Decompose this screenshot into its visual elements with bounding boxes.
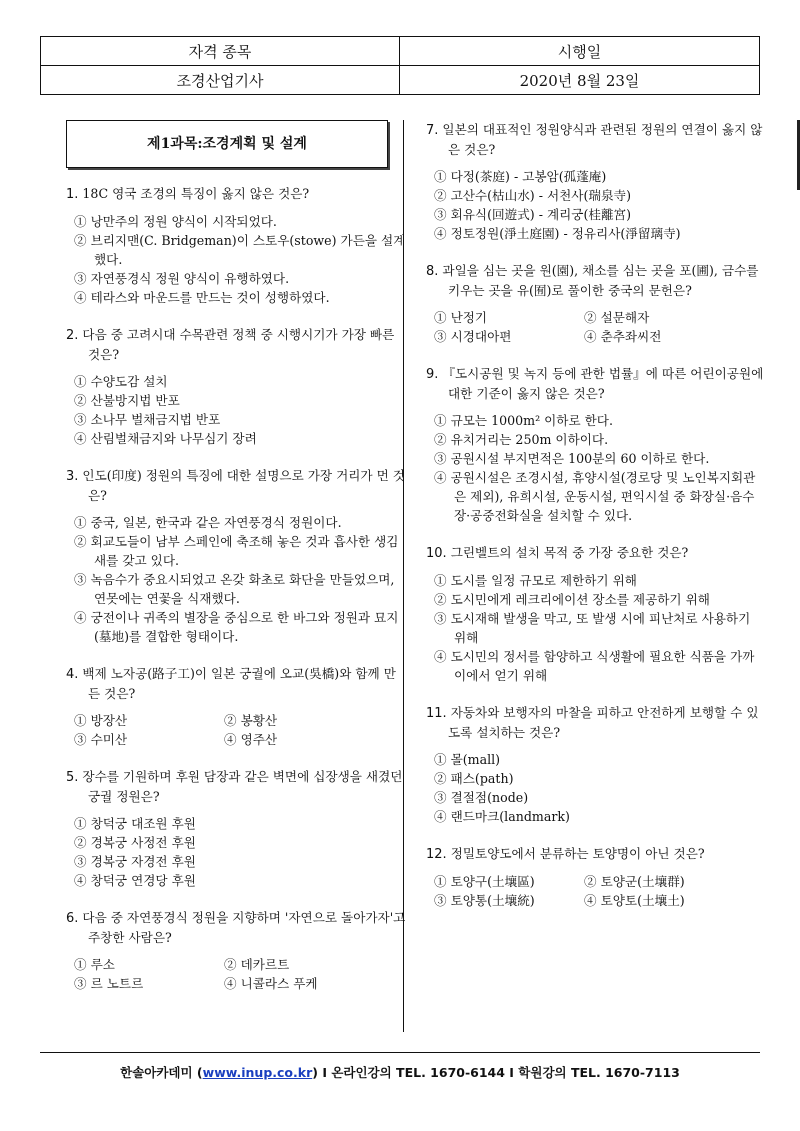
answer-option: ① 낭만주의 정원 양식이 시작되었다. <box>74 214 277 229</box>
answer-option: ① 중국, 일본, 한국과 같은 자연풍경식 정원이다. <box>74 515 342 530</box>
question-11 <box>426 703 766 826</box>
question-number: 12. <box>426 847 447 862</box>
header-value-date: 2020년 8월 23일 <box>400 66 760 95</box>
question-stem: 정밀토양도에서 분류하는 토양명이 아닌 것은? <box>450 846 705 861</box>
question-2 <box>66 325 406 448</box>
options-list <box>66 814 406 890</box>
question-8 <box>426 261 766 346</box>
answer-option: ③ 경복궁 자경전 후원 <box>74 854 196 869</box>
question-text <box>426 261 766 300</box>
question-12 <box>426 844 766 910</box>
question-text <box>66 184 406 204</box>
answer-option: ① 토양구(土壤區) <box>434 874 535 889</box>
footer-website-link[interactable]: www.inup.co.kr <box>202 1065 313 1080</box>
answer-option: ④ 니콜라스 푸케 <box>224 976 318 991</box>
question-stem: 일본의 대표적인 정원양식과 관련된 정원의 연결이 옳지 않은 것은? <box>442 122 763 157</box>
question-number: 7. <box>426 123 439 138</box>
answer-option: ④ 궁전이나 귀족의 별장을 중심으로 한 바그와 정원과 묘지(墓地)를 결합한 형태이다. <box>74 610 399 644</box>
answer-option: ④ 공원시설은 조경시설, 휴양시설(경로당 및 노인복지회관은 제외), 유희시설, 운동시설, 편익시설 중 화장실·음수장·공중전화실을 설치할 수 있다. <box>434 470 756 523</box>
answer-option: ② 패스(path) <box>434 771 514 786</box>
question-7 <box>426 120 766 243</box>
answer-option: ④ 정토정원(淨土庭園) - 정유리사(淨留璃寺) <box>434 226 681 241</box>
answer-option: ① 수양도감 설치 <box>74 374 168 389</box>
question-number: 5. <box>66 770 79 785</box>
question-stem: 『도시공원 및 녹지 등에 관한 법률』에 따른 어린이공원에 대한 기준이 옳지 않은 것은? <box>442 366 764 401</box>
answer-option: ① 규모는 1000m² 이하로 한다. <box>434 413 613 428</box>
answer-option: ④ 랜드마크(landmark) <box>434 809 570 824</box>
question-stem: 다음 중 고려시대 수목관련 정책 중 시행시기가 가장 빠른 것은? <box>82 327 395 362</box>
question-number: 3. <box>66 469 79 484</box>
question-text <box>426 844 766 864</box>
answer-option: ④ 창덕궁 연경당 후원 <box>74 873 196 888</box>
question-text <box>426 703 766 742</box>
question-stem: 인도(印度) 정원의 특징에 대한 설명으로 가장 거리가 먼 것은? <box>82 468 405 503</box>
answer-option: ② 도시민에게 레크리에이션 장소를 제공하기 위해 <box>434 592 710 607</box>
options-list <box>66 212 406 307</box>
options-list <box>426 167 766 243</box>
answer-option: ① 몰(mall) <box>434 752 501 767</box>
question-text <box>66 767 406 806</box>
answer-option: ① 다정(茶庭) - 고봉암(孤蓬庵) <box>434 169 607 184</box>
answer-option: ② 유치거리는 250m 이하이다. <box>434 432 609 447</box>
question-text <box>66 466 406 505</box>
answer-option: ① 방장산 <box>74 713 128 728</box>
answer-option: ③ 토양통(土壤統) <box>434 893 535 908</box>
answer-option: ③ 도시재해 발생을 막고, 또 발생 시에 피난처로 사용하기 위해 <box>434 611 751 645</box>
question-text <box>426 543 766 563</box>
answer-option: ② 토양군(土壤群) <box>584 874 685 889</box>
question-3 <box>66 466 406 646</box>
question-1 <box>66 184 406 307</box>
question-stem: 백제 노자공(路子工)이 일본 궁궐에 오교(吳橋)와 함께 만든 것은? <box>82 666 396 701</box>
exam-header-table <box>40 36 760 95</box>
answer-option: ② 산불방지법 반포 <box>74 393 180 408</box>
question-stem: 자동차와 보행자의 마찰을 피하고 안전하게 보행할 수 있도록 설치하는 것은? <box>448 705 759 740</box>
question-stem: 그린벨트의 설치 목적 중 가장 중요한 것은? <box>450 545 689 560</box>
options-list <box>434 308 766 346</box>
answer-option: ② 데카르트 <box>224 957 290 972</box>
options-list <box>66 513 406 646</box>
answer-option: ② 고산수(枯山水) - 서천사(瑞泉寺) <box>434 188 632 203</box>
answer-option: ③ 르 노트르 <box>74 976 144 991</box>
options-list <box>426 411 766 525</box>
answer-option: ④ 춘추좌씨전 <box>584 329 662 344</box>
question-number: 1. <box>66 187 79 202</box>
question-text <box>66 664 406 703</box>
question-number: 2. <box>66 328 79 343</box>
answer-option: ④ 도시민의 정서를 함양하고 식생활에 필요한 식품을 가까이에서 얻기 위해 <box>434 649 755 683</box>
answer-option: ③ 회유식(回遊式) - 계리궁(桂離宮) <box>434 207 632 222</box>
right-column <box>426 120 766 928</box>
answer-option: ③ 자연풍경식 정원 양식이 유행하였다. <box>74 271 290 286</box>
question-text <box>66 908 406 947</box>
answer-option: ② 브리지맨(C. Bridgeman)이 스토우(stowe) 가든을 설계했다. <box>74 233 406 267</box>
left-column <box>66 120 406 1011</box>
question-number: 6. <box>66 911 79 926</box>
question-stem: 장수를 기원하며 후원 담장과 같은 벽면에 십장생을 새겼던 궁궐 정원은? <box>82 769 403 804</box>
answer-option: ④ 테라스와 마운드를 만드는 것이 성행하였다. <box>74 290 330 305</box>
question-number: 4. <box>66 667 79 682</box>
answer-option: ④ 토양토(土壤土) <box>584 893 685 908</box>
options-list <box>74 711 406 749</box>
answer-option: ③ 공원시설 부지면적은 100분의 60 이하로 한다. <box>434 451 710 466</box>
options-list <box>434 872 766 910</box>
answer-option: ② 설문해자 <box>584 310 650 325</box>
question-4 <box>66 664 406 749</box>
options-list <box>74 955 406 993</box>
answer-option: ③ 시경대아편 <box>434 329 512 344</box>
options-list <box>66 372 406 448</box>
answer-option: ③ 녹음수가 중요시되었고 온갖 화초로 화단을 만들었으며, 연못에는 연꽃을 식재했다. <box>74 572 395 606</box>
answer-option: ③ 소나무 벌채금지법 반포 <box>74 412 221 427</box>
question-6 <box>66 908 406 993</box>
answer-option: ③ 수미산 <box>74 732 128 747</box>
question-9 <box>426 364 766 525</box>
footer-org: 한솔아카데미 ( <box>120 1065 203 1080</box>
question-number: 10. <box>426 546 447 561</box>
options-list <box>426 571 766 685</box>
footer-contact: ) I 온라인강의 TEL. 1670-6144 I 학원강의 TEL. 1670-7113 <box>312 1065 680 1080</box>
options-list <box>426 750 766 826</box>
answer-option: ④ 산림벌채금지와 나무심기 장려 <box>74 431 257 446</box>
answer-option: ③ 결절점(node) <box>434 790 529 805</box>
question-text <box>426 120 766 159</box>
answer-option: ① 도시를 일정 규모로 제한하기 위해 <box>434 573 637 588</box>
header-label-subject: 자격 종목 <box>41 37 400 66</box>
question-number: 8. <box>426 264 439 279</box>
question-number: 11. <box>426 706 447 721</box>
answer-option: ④ 영주산 <box>224 732 278 747</box>
answer-option: ② 회교도들이 남부 스페인에 축조해 놓은 것과 흡사한 생김새를 갖고 있다. <box>74 534 399 568</box>
answer-option: ① 루소 <box>74 957 115 972</box>
question-10 <box>426 543 766 685</box>
answer-option: ② 봉황산 <box>224 713 278 728</box>
question-5 <box>66 767 406 890</box>
question-stem: 다음 중 자연풍경식 정원을 지향하며 '자연으로 돌아가자'고 주창한 사람은? <box>82 910 406 945</box>
footer <box>40 1052 760 1081</box>
header-label-date: 시행일 <box>400 37 760 66</box>
answer-option: ② 경복궁 사정전 후원 <box>74 835 196 850</box>
question-stem: 18C 영국 조경의 특징이 옳지 않은 것은? <box>82 186 310 201</box>
question-stem: 과일을 심는 곳을 원(園), 채소를 심는 곳을 포(圃), 금수를 키우는 곳을 유(囿)로 풀이한 중국의 문헌은? <box>442 263 759 298</box>
header-value-subject: 조경산업기사 <box>41 66 400 95</box>
answer-option: ① 창덕궁 대조원 후원 <box>74 816 196 831</box>
question-text <box>66 325 406 364</box>
question-text <box>426 364 766 403</box>
answer-option: ① 난정기 <box>434 310 488 325</box>
question-number: 9. <box>426 367 439 382</box>
subject-title: 제1과목:조경계획 및 설계 <box>66 120 388 168</box>
